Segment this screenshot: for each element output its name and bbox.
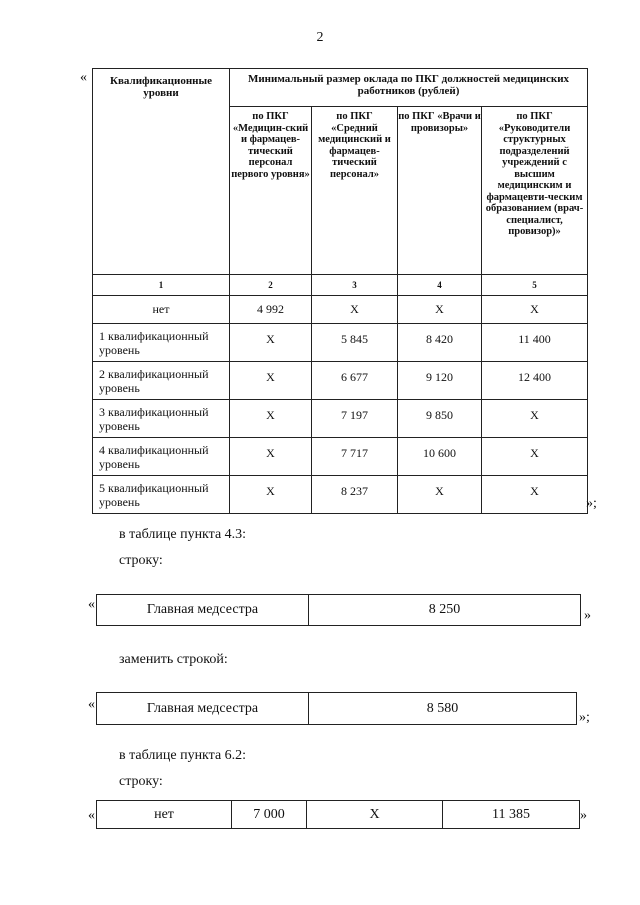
page-number: 2 (316, 30, 324, 45)
col-number: 5 (482, 275, 588, 296)
row-old-table (96, 594, 581, 626)
value-cell: Х (230, 438, 312, 476)
open-quote: « (80, 70, 87, 85)
subheader-pkg-2: по ПКГ «Средний медицинский и фармацев-тический персонал» (312, 107, 398, 275)
close-quote: » (580, 808, 587, 823)
col-number: 2 (230, 275, 312, 296)
row-value-cell: 8 580 (309, 693, 577, 725)
value-cell: Х (482, 400, 588, 438)
row-name-cell: Главная медсестра (97, 595, 309, 626)
open-quote: « (88, 697, 95, 712)
paragraph: в таблице пункта 4.3: (119, 527, 247, 542)
value-cell: Х (230, 476, 312, 514)
close-quote: » (584, 608, 591, 623)
value-cell: 7 717 (312, 438, 398, 476)
value-cell: 9 850 (398, 400, 482, 438)
salary-table (92, 68, 588, 514)
paragraph: строку: (119, 774, 163, 789)
value-cell: Х (398, 476, 482, 514)
value-cell: Х (482, 438, 588, 476)
row-name-cell: Главная медсестра (97, 693, 309, 725)
paragraph: в таблице пункта 6.2: (119, 748, 247, 763)
level-cell: 3 квалификационный уровень (93, 400, 230, 438)
row-cell: нет (97, 801, 232, 829)
table-row (93, 296, 588, 324)
row-last-table (96, 800, 580, 829)
level-cell: нет (93, 296, 230, 324)
value-cell: 5 845 (312, 324, 398, 362)
table-row (93, 476, 588, 514)
close-quote: »; (579, 710, 590, 725)
col-number: 3 (312, 275, 398, 296)
subheader-pkg-1: по ПКГ «Медицин-ский и фармацев-тический персонал первого уровня» (230, 107, 312, 275)
header-qual-levels: Квалификационные уровни (93, 69, 230, 275)
level-cell: 4 квалификационный уровень (93, 438, 230, 476)
value-cell: Х (482, 296, 588, 324)
value-cell: Х (230, 400, 312, 438)
close-quote: »; (586, 496, 597, 511)
table-row (93, 438, 588, 476)
table-row (93, 324, 588, 362)
header-min-salary: Минимальный размер оклада по ПКГ должностей медицинских работников (рублей) (230, 69, 588, 107)
value-cell: 12 400 (482, 362, 588, 400)
value-cell: Х (230, 324, 312, 362)
value-cell: Х (230, 362, 312, 400)
value-cell: Х (398, 296, 482, 324)
row-cell: Х (307, 801, 443, 829)
col-number: 1 (93, 275, 230, 296)
table-row (93, 362, 588, 400)
value-cell: 9 120 (398, 362, 482, 400)
level-cell: 1 квалификационный уровень (93, 324, 230, 362)
paragraph: строку: (119, 553, 163, 568)
row-cell: 7 000 (232, 801, 307, 829)
value-cell: 10 600 (398, 438, 482, 476)
row-new-table (96, 692, 577, 725)
row-cell: 11 385 (443, 801, 580, 829)
level-cell: 2 квалификационный уровень (93, 362, 230, 400)
col-number: 4 (398, 275, 482, 296)
level-cell: 5 квалификационный уровень (93, 476, 230, 514)
table-row (93, 400, 588, 438)
open-quote: « (88, 597, 95, 612)
value-cell: 4 992 (230, 296, 312, 324)
value-cell: 8 420 (398, 324, 482, 362)
open-quote: « (88, 808, 95, 823)
paragraph: заменить строкой: (119, 652, 228, 667)
value-cell: Х (482, 476, 588, 514)
value-cell: Х (312, 296, 398, 324)
row-value-cell: 8 250 (309, 595, 581, 626)
value-cell: 7 197 (312, 400, 398, 438)
value-cell: 6 677 (312, 362, 398, 400)
subheader-pkg-3: по ПКГ «Врачи и провизоры» (398, 107, 482, 275)
subheader-pkg-4: по ПКГ «Руководители структурных подразделений учреждений с высшим медицинским и фармацевти-ческим образованием (врач-специалист, провизор)» (482, 107, 588, 275)
value-cell: 11 400 (482, 324, 588, 362)
value-cell: 8 237 (312, 476, 398, 514)
